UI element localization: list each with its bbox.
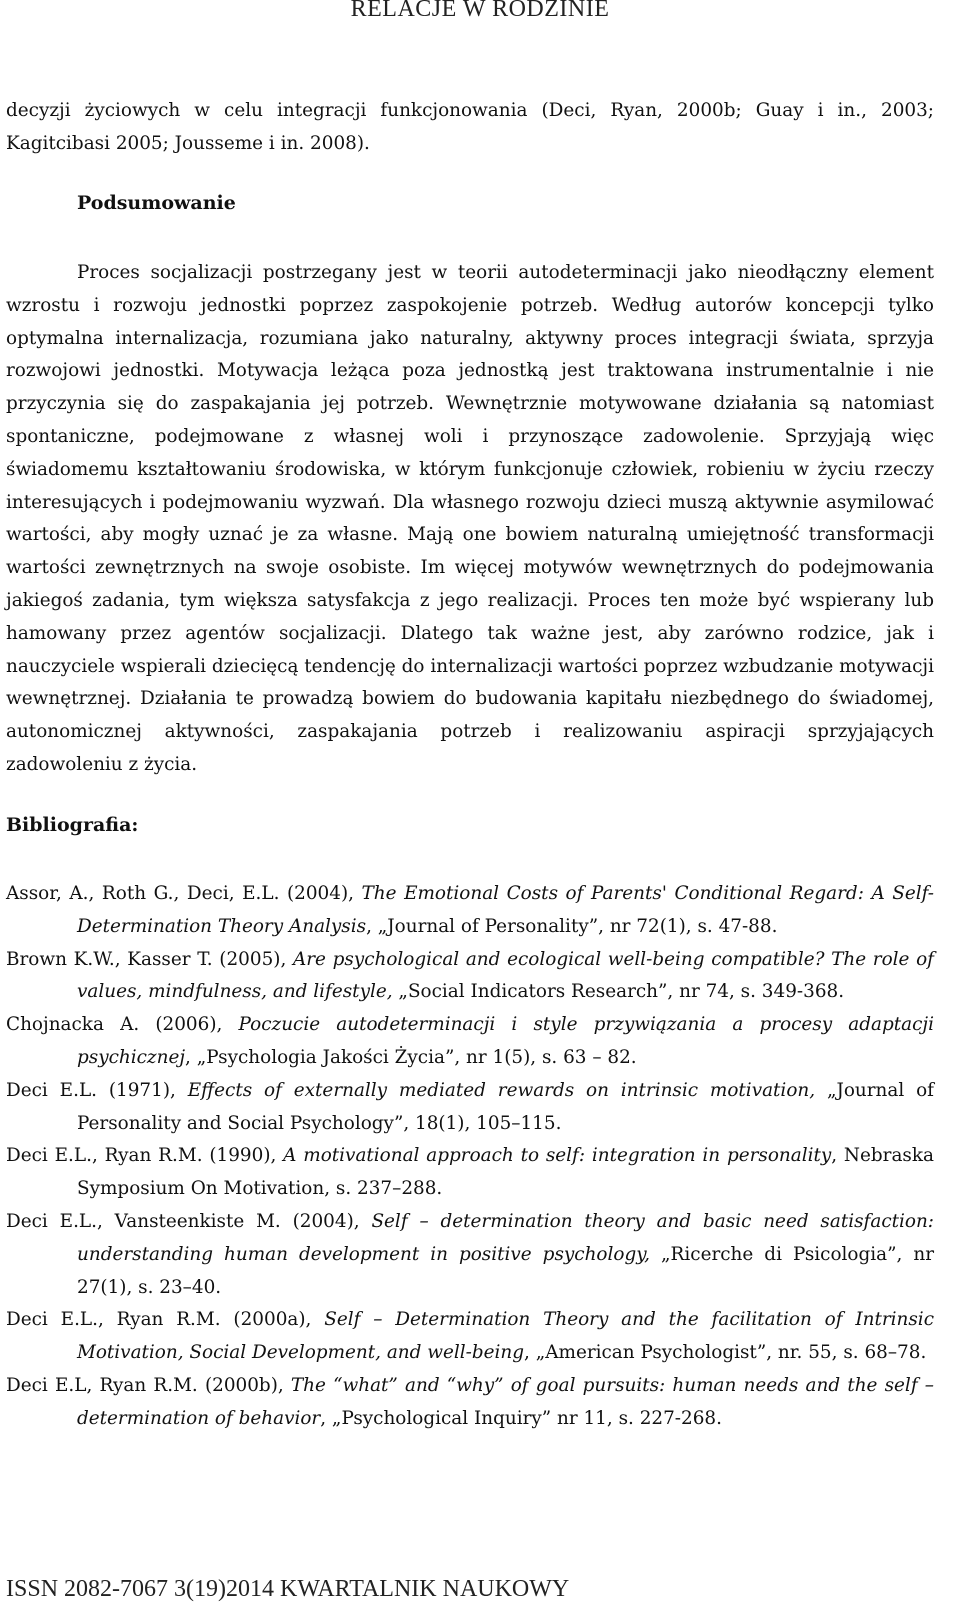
entry-source: „Journal of Personality and Social Psychology”, 18(1), 105–115. <box>77 1079 934 1134</box>
entry-title: Self – Determination Theory and the facilitation of Intrinsic Motivation, Social Development, and well-being <box>77 1309 934 1364</box>
entry-title: Are psychological and ecological well-being compatible? The role of values, mindfulness, and lifestyle, <box>77 948 934 1003</box>
entry-title: Self – determination theory and basic need satisfaction: understanding human development in positive psychology, <box>77 1210 935 1265</box>
entry-authors: Deci E.L., Ryan R.M. (1990), <box>6 1145 284 1167</box>
entry-title: Poczucie autodeterminacji i style przywiązania a procesy adaptacji psychicznej <box>77 1014 934 1068</box>
entry-title: Effects of externally mediated rewards on intrinsic motivation, <box>187 1079 816 1101</box>
entry-title: A motivational approach to self: integration in personality <box>283 1145 832 1167</box>
entry-authors: Chojnacka A. (2006), <box>6 1014 239 1036</box>
summary-paragraph: Proces socjalizacji postrzegany jest w teorii autodeterminacji jako nieodłączny element wzrostu i rozwoju jednostki poprzez zaspokojenie potrzeb. Według autorów koncepcji tylko optymalna internalizacja, rozumiana jako naturalny, aktywny proces integracji świata, sprzyja rozwojowi jednostki. Motywacja leżąca poza jednostką jest traktowana instrumentalnie i nie przyczynia się do zaspakajania jej potrzeb. Wewnętrznie motywowane działania są natomiast spontaniczne, podejmowane z własnej woli i przynoszące zadowolenie. Sprzyjają więc świadomemu kształtowaniu środowiska, w którym funkcjonuje człowiek, robieniu w życiu rzeczy interesujących i podejmowaniu wyzwań. Dla własnego rozwoju dzieci muszą aktywnie asymilować wartości, aby mogły uznać je za własne. Mają one bowiem naturalną umiejętność transformacji wartości zewnętrznych na swoje osobiste. Im więcej motywów wewnętrznych do podejmowania jakiegoś zadania, tym większa satysfakcja z jego realizacji. Proces ten może być wspierany lub hamowany przez agentów socjalizacji. Dlatego tak ważne jest, aby zarówno rodzice, jak i nauczyciele wspierali dziecięcą tendencję do internalizacji wartości poprzez wzbudzanie motywacji wewnętrznej. Działania te prowadzą bowiem do budowania kapitału niezbędnego do świadomej, autonomicznej aktywności, zaspakajania potrzeb i realizowaniu aspiracji sprzyjających zadowoleniu z życia. <box>6 262 934 775</box>
entry-source: , „Psychological Inquiry” nr 11, s. 227-268. <box>320 1407 722 1429</box>
entry-source: „Social Indicators Research”, nr 74, s. 349-368. <box>392 981 845 1003</box>
bibliography-heading: Bibliografia: <box>6 814 139 836</box>
entry-authors: Deci E.L. (1971), <box>6 1079 188 1101</box>
entry-authors: Assor, A., Roth G., Deci, E.L. (2004), <box>6 883 362 904</box>
entry-authors: Deci E.L., Ryan R.M. (2000a), <box>6 1309 325 1331</box>
bibliography-entry <box>6 878 934 944</box>
entry-source: , „American Psychologist”, nr. 55, s. 68–78. <box>524 1342 927 1364</box>
bibliography-entry <box>6 1009 934 1075</box>
running-header: RELACJE W RODZINIE <box>350 0 610 22</box>
entry-authors: Deci E.L, Ryan R.M. (2000b), <box>6 1374 291 1396</box>
entry-authors: Brown K.W., Kasser T. (2005), <box>6 948 293 970</box>
page-footer: ISSN 2082-7067 3(19)2014 KWARTALNIK NAUKOWY <box>6 1576 570 1602</box>
summary-heading: Podsumowanie <box>77 192 236 214</box>
entry-title: The Emotional Costs of Parents' Conditional Regard: A Self-Determination Theory Analysis <box>77 883 934 937</box>
entry-source: , „Journal of Personality”, nr 72(1), s. 47-88. <box>366 915 778 937</box>
entry-source: , „Psychologia Jakości Życia”, nr 1(5), s. 63 – 82. <box>185 1046 637 1068</box>
entry-authors: Deci E.L., Vansteenkiste M. (2004), <box>6 1210 372 1232</box>
bibliography-entry <box>6 944 934 1010</box>
bibliography-list <box>6 878 934 1436</box>
bibliography-entry <box>6 1075 934 1141</box>
entry-title: The “what” and “why” of goal pursuits: human needs and the self – determination of behavior <box>77 1374 934 1429</box>
bibliography-entry <box>6 1370 934 1436</box>
entry-source: , Nebraska Symposium On Motivation, s. 237–288. <box>77 1145 934 1200</box>
bibliography-entry <box>6 1206 934 1304</box>
bibliography-entry <box>6 1140 934 1206</box>
intro-paragraph: decyzji życiowych w celu integracji funkcjonowania (Deci, Ryan, 2000b; Guay i in., 2003; Kagitcibasi 2005; Jousseme i in. 2008). <box>6 100 934 154</box>
entry-source: „Ricerche di Psicologia”, nr 27(1), s. 23–40. <box>77 1243 934 1298</box>
bibliography-entry <box>6 1304 934 1370</box>
